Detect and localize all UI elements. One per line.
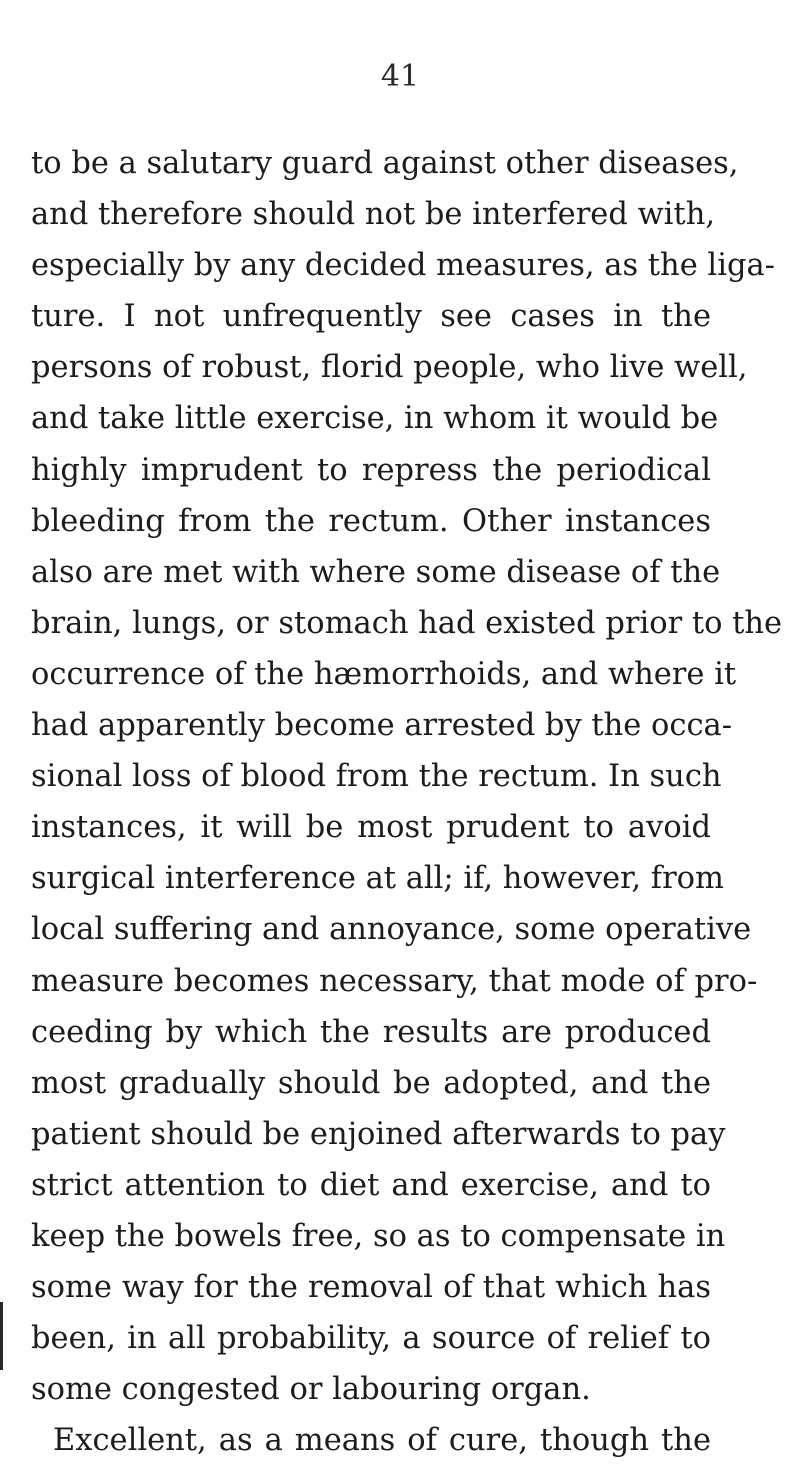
page-edge-shadow	[0, 1302, 3, 1370]
text-line: most gradually should be adopted, and the	[31, 1065, 711, 1101]
text-line: ceeding by which the results are produced	[31, 1014, 711, 1050]
text-line: some congested or labouring organ.	[31, 1372, 591, 1408]
page-number: 41	[380, 59, 420, 94]
text-line: persons of robust, florid people, who live well,	[31, 350, 748, 386]
text-line: surgical interference at all; if, however, from	[31, 861, 724, 897]
text-line: been, in all probability, a source of relief to	[31, 1321, 711, 1357]
text-line: also are met with where some disease of the	[31, 554, 721, 590]
body-text	[31, 138, 783, 1466]
text-line: to be a salutary guard against other diseases,	[31, 146, 739, 181]
text-line: instances, it will be most prudent to avoid	[31, 810, 711, 846]
text-line: highly imprudent to repress the periodical	[31, 452, 711, 488]
text-line: measure becomes necessary, that mode of pro-	[31, 963, 758, 999]
text-line: brain, lungs, or stomach had existed prior to the	[31, 605, 783, 641]
text-line: and take little exercise, in whom it would be	[31, 401, 719, 437]
text-line: and therefore should not be interfered with,	[31, 197, 716, 233]
text-line: strict attention to diet and exercise, and to	[31, 1167, 711, 1203]
text-line: Excellent, as a means of cure, though the	[53, 1423, 711, 1459]
text-line: ture. I not unfrequently see cases in the	[31, 299, 711, 335]
text-line: patient should be enjoined afterwards to pay	[31, 1116, 726, 1152]
text-line: occurrence of the hæmorrhoids, and where it	[31, 656, 737, 692]
text-line: sional loss of blood from the rectum. In such	[31, 759, 722, 795]
text-line: had apparently become arrested by the occa-	[31, 708, 733, 744]
text-line: some way for the removal of that which has	[31, 1270, 711, 1306]
text-line: local suffering and annoyance, some operative	[31, 912, 752, 948]
text-line: keep the bowels free, so as to compensate in	[31, 1218, 726, 1254]
text-line: especially by any decided measures, as the liga-	[31, 248, 775, 284]
text-line: bleeding from the rectum. Other instances	[31, 503, 711, 539]
